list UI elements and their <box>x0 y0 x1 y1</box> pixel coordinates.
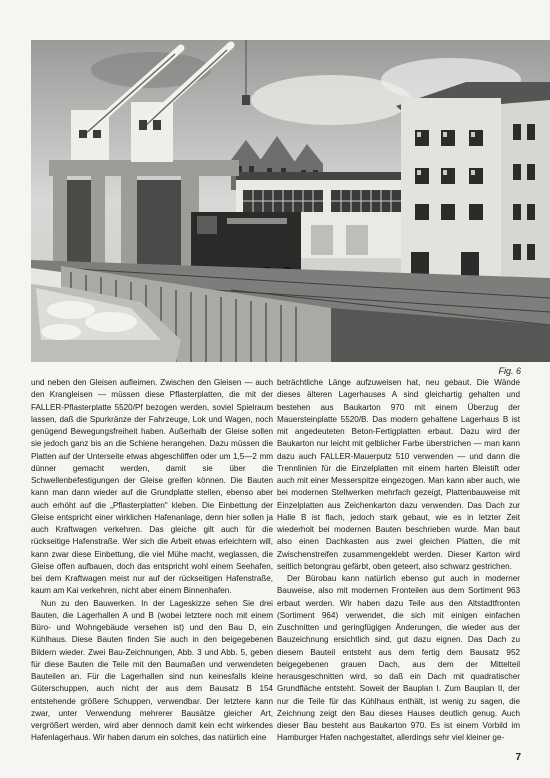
page-number: 7 <box>515 752 521 763</box>
paragraph: Der Bürobau kann natürlich ebenso gut auch in moderner Bauweise, also mit modernen Fronteilen aus dem Sortiment 963 erbaut werden. Wir haben dazu Teile aus den Altstadtfronten (Sortiment 964) verwendet, die sich mit einigen einfachen Zuschnitten und geringfügigen Änderungen, die wieder aus der Bauzeichnung ersichtlich sind, gut dazu eignen. Das Dach zu diesem Bauteil entsteht aus dem fertig dem Bausatz 952 beigegebenen grauen Dach, aus dem der Mittelteil herausgeschnitten wird, so daß ein Dach mit quadratischer Grundfläche entsteht. Soweit der Bauplan I. Zum Bauplan II, der nur die Teile für das Kühlhaus enthält, ist wenig zu sagen, die Zeichnung zeigt den Bau dieses Hauses deutlich genug. Auch dieser Bau besteht aus Baukarton 970. Es ist einem Vorbild im Hamburger Hafen nachgestaltet, allerdings sehr viel kleiner ge- <box>277 574 520 743</box>
text-column-left <box>31 377 273 745</box>
paragraph: beträchtliche Länge aufzuweisen hat, neu gebaut. Die Wände dieses älteren Lagerhauses A sind gleichartig gehalten und bestehen aus Baukarton 970 mit einem Überzug der Mauersteinplatte 5520/B. Das modern gehaltene Lagerhaus B ist mit angedeuteten Beton-Fertigplatten erbaut. Dazu wird der Baukarton nur leicht mit gelblicher Farbe überstrichen — man kann dazu auch FALLER-Mauerputz 510 verwenden — und dann die Trennlinien für die Einzelplatten mit einem harten Bleistift oder auch mit einer Messerspitze eingezogen. Man kann aber auch, wie bei modernen Stellwerken mehrfach gezeigt, Plattenbauweise mit Einzelplatten aus Zeichenkarton dazu verwenden. Das Dach zur Halle B ist flach, jedoch stark gebaut, wie es in letzter Zeit wiederholt bei modernen Bauten beschrieben wurde. Man baut also einen Dachkasten aus zwei gleichen Platten, die mit Zwischenstreifen zusammengeklebt werden. Dieser Karton wird seitlich betongrau gefärbt, oben geteert, also schwarz gestrichen. <box>277 378 520 571</box>
harbor-model-photo <box>31 40 550 362</box>
text-column-right <box>277 377 520 745</box>
figure-caption: Fig. 6 <box>498 366 521 376</box>
paragraph: und neben den Gleisen aufleimen. Zwischen den Gleisen — auch den Krangleisen — müssen diese Pflasterplatten, die mit der FALLER-Pflasterplatte 5520/Pf bezogen werden, soviel Spielraum lassen, daß die Spurkränze der Fahrzeuge, Lok und Wagen, noch genügend Bewegungsfreiheit haben. Außerhalb der Gleise sollen sie jedoch ganz bis an die Schiene herangehen. Dazu müssen die Platten auf der Unterseite etwas abgeschliffen oder um 1,5—2 mm dünner gemacht werden, damit sie über die Schwellenbefestigungen der Gleise greifen können. Die Bauten kann man dann wieder auf die Grundplatte stellen, ebenso aber auch erhöht auf die „Pflasterplatten" kleben. Die Einbettung der Gleise entspricht einer wirklichen Hafenanlage, denn hier sollen ja auch Kraftwagen verkehren. Das gleiche gilt auch für die rückseitige Hafenstraße. Wer sich die Arbeit etwas erleichtern will, kann zwar diese Einbettung, die viel Mühe macht, weglassen, die Gleise offen aufbauen, doch das entspricht wohl einem Seehafen, bei dem Kraftwagen meist nur auf der rückseitigen Hafenstraße, kaum am Kai verkehren, nicht aber einem Binnenhafen. <box>31 378 273 596</box>
paragraph: Nun zu den Bauwerken. In der Lageskizze sehen Sie drei Bauten, die Lagerhallen A und B (wobei letztere noch mit einem Büro- und Wohngebäude versehen ist) und den Bau D, ein Kühlhaus. Diese Bauten finden Sie auch in den beigegebenen Bildern wieder. Zwei Bau-Zeichnungen, Abb. 3 und Abb. 5, geben für diese Bauten die Teile mit den Baumaßen und verwendeten Bauteilen an. Für die Lagerhallen sind nun keinesfalls kleine Güterschuppen, auch nicht der aus dem Bausatz B 154 entstehende größere Schuppen, verwendbar. Der letztere kann zwar, unter Verwendung mehrerer Bausätze gleicher Art, vergrößert werden, wird aber dennoch damit kein echt wirkendes Hafenlagerhaus. Wir haben darum ein solches, das natürlich eine <box>31 598 273 743</box>
harbor-model-illustration <box>31 40 550 362</box>
